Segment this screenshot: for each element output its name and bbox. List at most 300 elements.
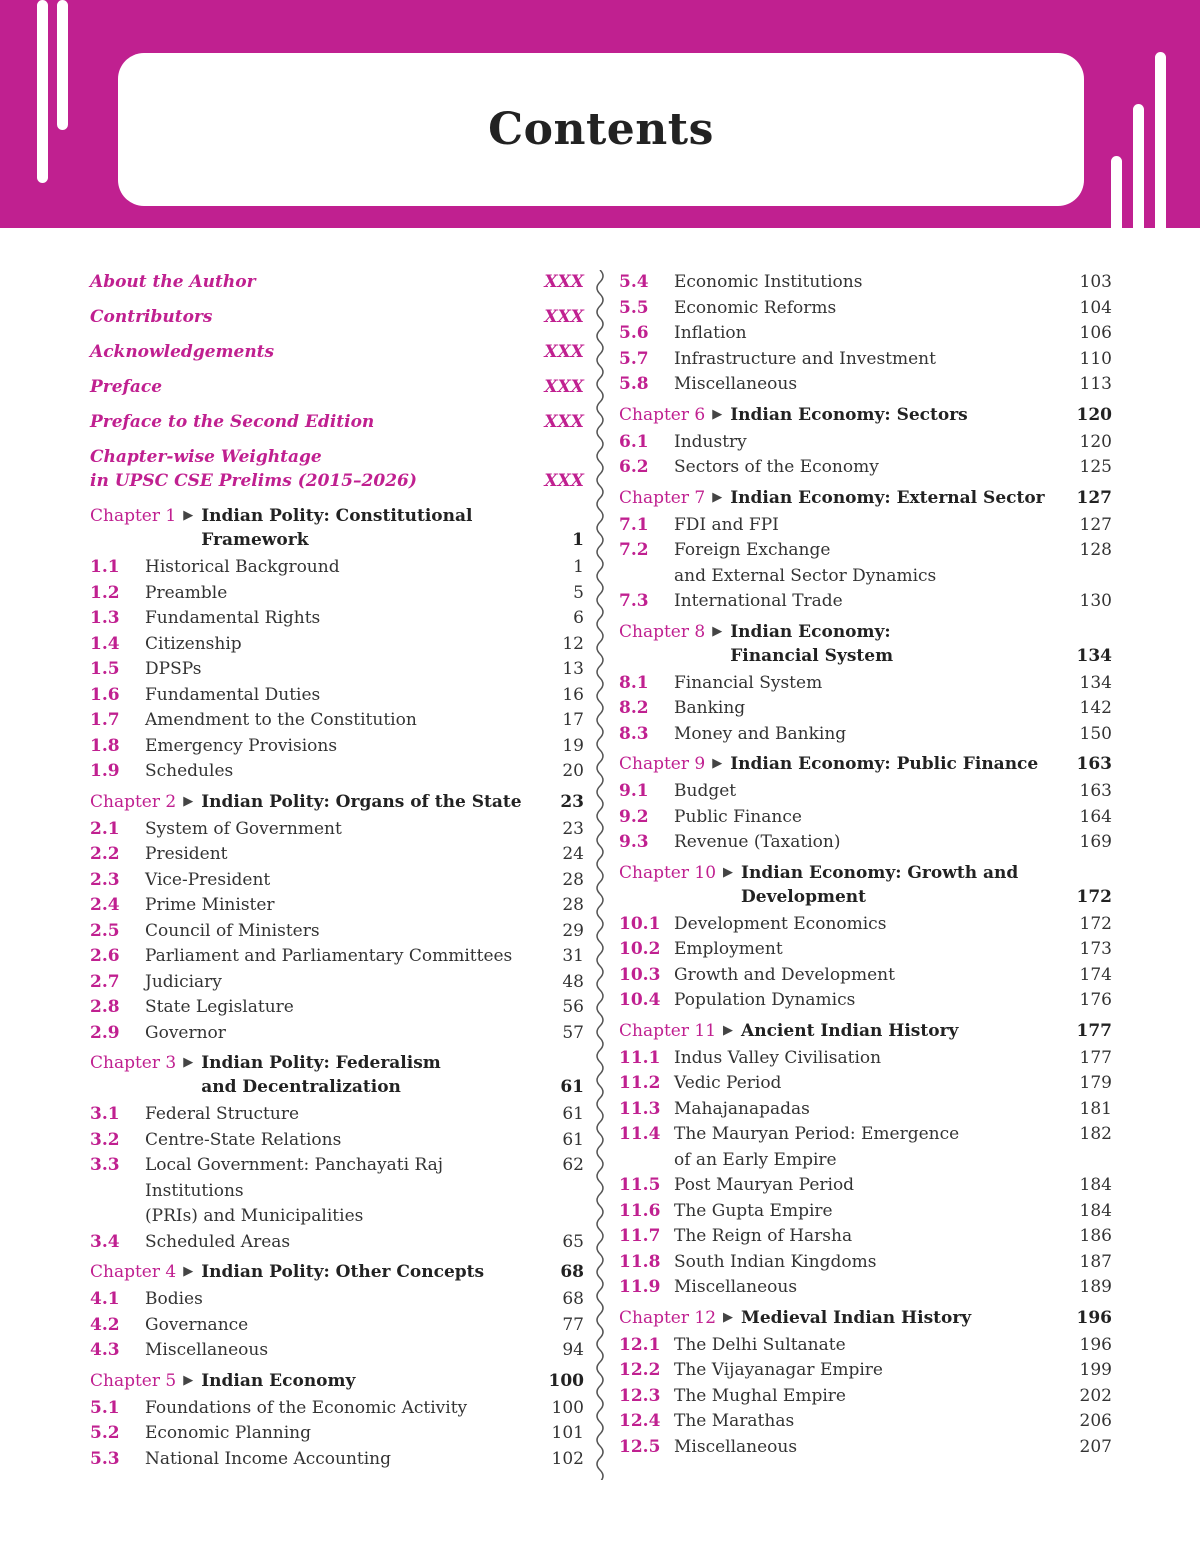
section-page: 142 xyxy=(1079,698,1112,718)
section-number: 12.5 xyxy=(619,1436,661,1457)
section-page: 189 xyxy=(1079,1277,1112,1297)
section-label xyxy=(674,321,1052,347)
chapter-page: 23 xyxy=(560,791,584,812)
right-column xyxy=(619,270,1112,1460)
section-row xyxy=(619,779,1112,805)
section-number: 5.3 xyxy=(90,1448,120,1469)
section-label xyxy=(674,1173,1052,1199)
section-page: 174 xyxy=(1079,964,1112,985)
section-page: 68 xyxy=(562,1289,584,1309)
front-matter-page: XXX xyxy=(544,412,584,432)
section-label-line2: (PRIs) and Municipalities xyxy=(145,1206,364,1226)
chapter-heading xyxy=(619,403,1112,427)
section-number: 10.3 xyxy=(619,964,661,985)
section-label-line1: Employment xyxy=(674,939,783,959)
section-row xyxy=(90,1021,584,1047)
section-number: 11.1 xyxy=(619,1047,661,1068)
section-label xyxy=(145,868,524,894)
chapter-title-line1: Ancient Indian History xyxy=(741,1020,959,1041)
section-label-line1: Miscellaneous xyxy=(674,374,798,394)
section-page: 62 xyxy=(562,1155,584,1175)
front-matter-label-line1: Preface xyxy=(90,377,163,397)
chapter-title xyxy=(741,1306,1052,1330)
chapter-arrow-icon: ▶ xyxy=(183,508,194,523)
section-row xyxy=(619,937,1112,963)
section-label-line1: Judiciary xyxy=(145,971,222,992)
section-row xyxy=(90,555,584,581)
section-label xyxy=(674,1097,1052,1123)
section-label-line1: Governor xyxy=(145,1022,226,1043)
section-row xyxy=(90,1313,584,1339)
section-page: 1 xyxy=(573,557,584,577)
chapter-arrow-icon: ▶ xyxy=(712,623,723,639)
section-label xyxy=(674,963,1052,989)
section-label xyxy=(674,696,1052,722)
section-page: 12 xyxy=(562,633,584,654)
chapter-title-line1: Indian Economy: xyxy=(730,621,891,642)
section-page: 125 xyxy=(1079,457,1112,477)
section-number: 2.3 xyxy=(90,869,120,890)
section-label-line1: The Delhi Sultanate xyxy=(674,1334,846,1355)
section-label-line1: System of Government xyxy=(145,818,342,839)
section-label-line1: Fundamental Rights xyxy=(145,608,321,628)
chapter-heading xyxy=(619,1306,1112,1330)
section-page: 184 xyxy=(1079,1175,1112,1195)
section-page: 28 xyxy=(562,895,584,915)
left-column xyxy=(90,270,584,1472)
section-label xyxy=(674,722,1052,748)
section-row xyxy=(619,1199,1112,1225)
front-matter-label-line2: in UPSC CSE Prelims (2015–2026) xyxy=(90,471,417,491)
section-number: 1.9 xyxy=(90,761,120,781)
front-matter-label-line1: About the Author xyxy=(90,272,256,292)
section-row xyxy=(619,1173,1112,1199)
front-matter-label-line1: Contributors xyxy=(90,307,213,327)
section-label-line1: Development Economics xyxy=(674,913,887,934)
section-label xyxy=(674,1275,1052,1301)
section-row xyxy=(619,696,1112,722)
section-row xyxy=(619,1224,1112,1250)
chapter-number: Chapter 6 xyxy=(619,404,706,425)
section-number: 7.2 xyxy=(619,540,649,560)
section-row xyxy=(619,912,1112,938)
section-label xyxy=(145,919,524,945)
section-label xyxy=(674,589,1052,615)
section-page: 186 xyxy=(1079,1226,1112,1246)
section-label xyxy=(145,1102,524,1128)
section-number: 12.1 xyxy=(619,1334,661,1355)
section-number: 7.1 xyxy=(619,514,649,535)
section-number: 9.3 xyxy=(619,832,649,852)
section-number: 5.7 xyxy=(619,348,649,369)
chapter-title xyxy=(201,790,524,814)
section-label-line1: Mahajanapadas xyxy=(674,1098,810,1119)
section-page: 202 xyxy=(1079,1385,1112,1406)
section-number: 2.1 xyxy=(90,818,120,839)
front-matter-label-line1: Chapter-wise Weightage xyxy=(90,447,322,467)
section-number: 5.8 xyxy=(619,374,649,394)
chapter-title-line1: Indian Polity: Federalism xyxy=(201,1053,441,1073)
section-label xyxy=(145,657,524,683)
chapter-title-line1: Indian Economy xyxy=(201,1370,356,1391)
section-label xyxy=(674,347,1052,373)
section-row xyxy=(90,970,584,996)
section-label-line1: National Income Accounting xyxy=(145,1448,391,1469)
chapter-number: Chapter 5 xyxy=(90,1370,177,1391)
section-row xyxy=(619,1122,1112,1173)
section-row xyxy=(90,817,584,843)
chapter-title xyxy=(741,1019,1052,1043)
section-label xyxy=(145,606,524,632)
section-number: 1.1 xyxy=(90,557,120,577)
section-number: 2.2 xyxy=(90,844,120,864)
chapter-number: Chapter 11 xyxy=(619,1020,717,1041)
section-label xyxy=(674,937,1052,963)
front-matter-entry xyxy=(90,305,584,329)
section-label xyxy=(145,893,524,919)
section-number: 3.2 xyxy=(90,1129,120,1150)
section-label xyxy=(674,671,1052,697)
section-page: 48 xyxy=(562,971,584,992)
section-label-line1: Economic Planning xyxy=(145,1423,312,1443)
section-page: 173 xyxy=(1079,939,1112,959)
section-page: 31 xyxy=(562,946,584,966)
section-page: 128 xyxy=(1079,540,1112,560)
section-label xyxy=(674,1384,1052,1410)
section-label xyxy=(145,1021,524,1047)
section-row xyxy=(90,657,584,683)
chapter-page: 196 xyxy=(1076,1307,1112,1328)
section-page: 196 xyxy=(1079,1334,1112,1355)
section-label-line1: Growth and Development xyxy=(674,964,895,985)
section-row xyxy=(90,1128,584,1154)
chapter-title-line2: Financial System xyxy=(730,645,894,666)
section-page: 134 xyxy=(1079,672,1112,693)
chapter-number: Chapter 2 xyxy=(90,791,177,812)
section-number: 2.5 xyxy=(90,920,120,941)
section-label-line1: The Marathas xyxy=(674,1411,795,1431)
chapter-title xyxy=(741,861,1052,909)
section-page: 176 xyxy=(1079,990,1112,1010)
chapter-heading xyxy=(619,752,1112,776)
section-row xyxy=(90,919,584,945)
section-number: 5.4 xyxy=(619,272,649,292)
section-number: 4.2 xyxy=(90,1314,120,1335)
chapter-title xyxy=(730,403,1052,427)
section-row xyxy=(619,1046,1112,1072)
section-label xyxy=(145,632,524,658)
section-label xyxy=(145,581,524,607)
section-label xyxy=(145,734,524,760)
section-label-line1: International Trade xyxy=(674,591,843,611)
section-label-line1: Post Mauryan Period xyxy=(674,1175,855,1195)
chapter-title xyxy=(201,1369,524,1393)
section-number: 1.4 xyxy=(90,633,120,654)
section-label xyxy=(145,555,524,581)
section-number: 2.8 xyxy=(90,997,120,1017)
chapter-arrow-icon: ▶ xyxy=(183,1372,194,1388)
chapter-title-line1: Indian Economy: Public Finance xyxy=(730,754,1039,774)
section-row xyxy=(619,805,1112,831)
section-page: 177 xyxy=(1079,1047,1112,1068)
chapter-page: 61 xyxy=(560,1077,584,1097)
decorative-bar xyxy=(1133,104,1144,254)
section-label-line1: Inflation xyxy=(674,323,747,343)
section-label xyxy=(674,830,1052,856)
chapter-arrow-icon: ▶ xyxy=(712,489,723,505)
section-label xyxy=(674,372,1052,398)
chapter-title-line2: Development xyxy=(741,886,866,907)
section-page: 16 xyxy=(562,684,584,705)
section-page: 61 xyxy=(562,1129,584,1150)
section-row xyxy=(619,1384,1112,1410)
section-number: 3.3 xyxy=(90,1155,120,1175)
section-label-line1: Vice-President xyxy=(145,869,271,890)
section-number: 12.3 xyxy=(619,1385,661,1406)
section-number: 3.1 xyxy=(90,1104,120,1124)
section-number: 8.3 xyxy=(619,723,649,744)
section-row xyxy=(619,963,1112,989)
front-matter-label-line1: Preface to the Second Edition xyxy=(90,412,375,432)
section-number: 7.3 xyxy=(619,591,649,611)
section-label-line1: Bodies xyxy=(145,1289,203,1309)
section-label-line1: The Gupta Empire xyxy=(674,1200,833,1221)
chapter-title-line1: Indian Polity: Other Concepts xyxy=(201,1262,485,1282)
chapter-heading xyxy=(619,1019,1112,1043)
section-number: 2.6 xyxy=(90,946,120,966)
chapter-page: 68 xyxy=(560,1262,584,1282)
section-row xyxy=(90,683,584,709)
section-page: 61 xyxy=(562,1104,584,1124)
section-row xyxy=(90,606,584,632)
chapter-title xyxy=(730,620,1052,668)
section-page: 100 xyxy=(551,1397,584,1418)
section-page: 207 xyxy=(1079,1436,1112,1457)
section-label xyxy=(145,944,524,970)
chapter-page: 134 xyxy=(1076,645,1112,666)
section-label-line1: Foundations of the Economic Activity xyxy=(145,1397,468,1418)
chapter-arrow-icon: ▶ xyxy=(723,1022,734,1038)
section-label-line1: Economic Reforms xyxy=(674,297,837,318)
section-number: 5.1 xyxy=(90,1397,120,1418)
section-label-line1: Council of Ministers xyxy=(145,920,320,941)
chapter-number: Chapter 1 xyxy=(90,506,177,526)
section-label xyxy=(674,1358,1052,1384)
section-label-line1: The Mauryan Period: Emergence xyxy=(674,1124,960,1144)
section-label xyxy=(674,912,1052,938)
section-page: 164 xyxy=(1079,806,1112,827)
header-banner xyxy=(0,0,1200,228)
chapter-heading xyxy=(90,1051,584,1099)
section-number: 1.3 xyxy=(90,608,120,628)
section-number: 11.8 xyxy=(619,1251,661,1272)
section-label-line1: Public Finance xyxy=(674,806,802,827)
front-matter-label xyxy=(90,445,504,493)
section-label-line1: Schedules xyxy=(145,761,234,781)
section-label xyxy=(674,1199,1052,1225)
section-label xyxy=(145,1230,524,1256)
section-page: 56 xyxy=(562,997,584,1017)
front-matter-entry xyxy=(90,410,584,434)
section-row xyxy=(619,1275,1112,1301)
section-number: 11.5 xyxy=(619,1175,661,1195)
section-label-line1: DPSPs xyxy=(145,659,202,679)
front-matter-page: XXX xyxy=(544,272,584,292)
section-label xyxy=(674,1224,1052,1250)
section-row xyxy=(90,581,584,607)
section-number: 1.7 xyxy=(90,710,120,730)
chapter-number: Chapter 4 xyxy=(90,1262,177,1282)
section-page: 23 xyxy=(562,818,584,839)
section-number: 2.4 xyxy=(90,895,120,915)
section-row xyxy=(90,734,584,760)
section-row xyxy=(90,1396,584,1422)
section-row xyxy=(90,1230,584,1256)
chapter-arrow-icon: ▶ xyxy=(723,1309,734,1325)
section-number: 4.3 xyxy=(90,1340,120,1360)
chapter-title xyxy=(201,1260,524,1284)
section-page: 19 xyxy=(562,735,584,756)
chapter-title xyxy=(201,1051,524,1099)
section-number: 4.1 xyxy=(90,1289,120,1309)
section-number: 6.2 xyxy=(619,457,649,477)
section-number: 1.6 xyxy=(90,684,120,705)
section-label xyxy=(145,1421,524,1447)
section-label-line1: Emergency Provisions xyxy=(145,735,338,756)
page-title: Contents xyxy=(488,104,714,155)
section-number: 9.1 xyxy=(619,781,649,801)
section-label xyxy=(145,1396,524,1422)
chapter-page: 127 xyxy=(1076,487,1112,508)
section-label xyxy=(674,296,1052,322)
front-matter-page: XXX xyxy=(544,377,584,397)
section-row xyxy=(619,296,1112,322)
chapter-heading xyxy=(619,486,1112,510)
section-row xyxy=(619,1097,1112,1123)
section-label-line1: Amendment to the Constitution xyxy=(145,710,417,730)
section-page: 17 xyxy=(562,710,584,730)
front-matter-entry xyxy=(90,375,584,399)
section-number: 1.2 xyxy=(90,582,120,603)
section-row xyxy=(90,1153,584,1230)
front-matter-entry xyxy=(90,340,584,364)
section-label-line1: Population Dynamics xyxy=(674,990,856,1010)
section-row xyxy=(619,1409,1112,1435)
section-label-line1: Vedic Period xyxy=(674,1073,782,1093)
section-label-line1: Local Government: Panchayati Raj Institutions xyxy=(145,1155,444,1201)
section-page: 94 xyxy=(562,1340,584,1360)
section-label xyxy=(674,455,1052,481)
section-number: 1.8 xyxy=(90,735,120,756)
section-label xyxy=(674,513,1052,539)
section-page: 150 xyxy=(1079,723,1112,744)
chapter-heading xyxy=(90,790,584,814)
front-matter-label xyxy=(90,410,504,434)
section-row xyxy=(90,759,584,785)
section-label-line1: Budget xyxy=(674,781,737,801)
section-row xyxy=(90,893,584,919)
section-number: 12.4 xyxy=(619,1411,661,1431)
section-label xyxy=(145,970,524,996)
section-row xyxy=(90,708,584,734)
section-number: 8.2 xyxy=(619,698,649,718)
section-label-line1: Centre-State Relations xyxy=(145,1129,342,1150)
section-label-line1: Industry xyxy=(674,431,747,452)
chapter-heading xyxy=(90,1369,584,1393)
section-row xyxy=(619,988,1112,1014)
title-box xyxy=(118,53,1084,206)
section-label xyxy=(145,708,524,734)
section-number: 10.4 xyxy=(619,990,661,1010)
section-number: 11.6 xyxy=(619,1200,661,1221)
section-label-line1: Revenue (Taxation) xyxy=(674,832,841,852)
section-page: 102 xyxy=(551,1448,584,1469)
section-label xyxy=(674,805,1052,831)
section-page: 77 xyxy=(562,1314,584,1335)
section-label xyxy=(674,1333,1052,1359)
chapter-title-line1: Indian Economy: Growth and xyxy=(741,862,1019,883)
section-row xyxy=(619,1333,1112,1359)
section-number: 5.2 xyxy=(90,1423,120,1443)
section-label xyxy=(145,1153,524,1230)
section-row xyxy=(619,722,1112,748)
section-label xyxy=(674,1409,1052,1435)
section-row xyxy=(90,1287,584,1313)
section-number: 11.7 xyxy=(619,1226,661,1246)
chapter-heading xyxy=(90,504,584,552)
section-page: 206 xyxy=(1079,1411,1112,1431)
section-number: 1.5 xyxy=(90,659,120,679)
section-row xyxy=(619,1435,1112,1461)
chapter-title-line1: Indian Polity: Organs of the State xyxy=(201,791,522,812)
chapter-page: 163 xyxy=(1076,754,1112,774)
section-label xyxy=(145,1447,524,1473)
section-row xyxy=(619,589,1112,615)
section-number: 11.3 xyxy=(619,1098,661,1119)
section-label xyxy=(674,538,1052,589)
section-number: 2.7 xyxy=(90,971,120,992)
section-page: 110 xyxy=(1079,348,1112,369)
section-label xyxy=(674,1046,1052,1072)
section-page: 29 xyxy=(562,920,584,941)
section-page: 172 xyxy=(1079,913,1112,934)
section-label-line1: Financial System xyxy=(674,672,823,693)
section-label xyxy=(674,1071,1052,1097)
section-label xyxy=(145,1128,524,1154)
section-page: 169 xyxy=(1079,832,1112,852)
section-number: 11.2 xyxy=(619,1073,661,1093)
chapter-title-line1: Indian Economy: Sectors xyxy=(730,404,968,425)
section-page: 6 xyxy=(573,608,584,628)
section-number: 9.2 xyxy=(619,806,649,827)
section-row xyxy=(90,995,584,1021)
section-label-line1: Miscellaneous xyxy=(674,1436,798,1457)
chapter-page: 100 xyxy=(548,1370,584,1391)
section-label xyxy=(145,817,524,843)
front-matter-label xyxy=(90,270,504,294)
chapter-page: 120 xyxy=(1076,404,1112,425)
chapter-title-line1: Indian Polity: Constitutional xyxy=(201,506,473,526)
section-label xyxy=(674,1250,1052,1276)
chapter-number: Chapter 8 xyxy=(619,621,706,642)
chapter-heading xyxy=(619,861,1112,909)
section-row xyxy=(90,1338,584,1364)
front-matter-page: XXX xyxy=(544,342,584,362)
section-row xyxy=(619,270,1112,296)
section-label-line2: and External Sector Dynamics xyxy=(674,565,937,586)
section-number: 5.6 xyxy=(619,323,649,343)
section-label xyxy=(145,1287,524,1313)
